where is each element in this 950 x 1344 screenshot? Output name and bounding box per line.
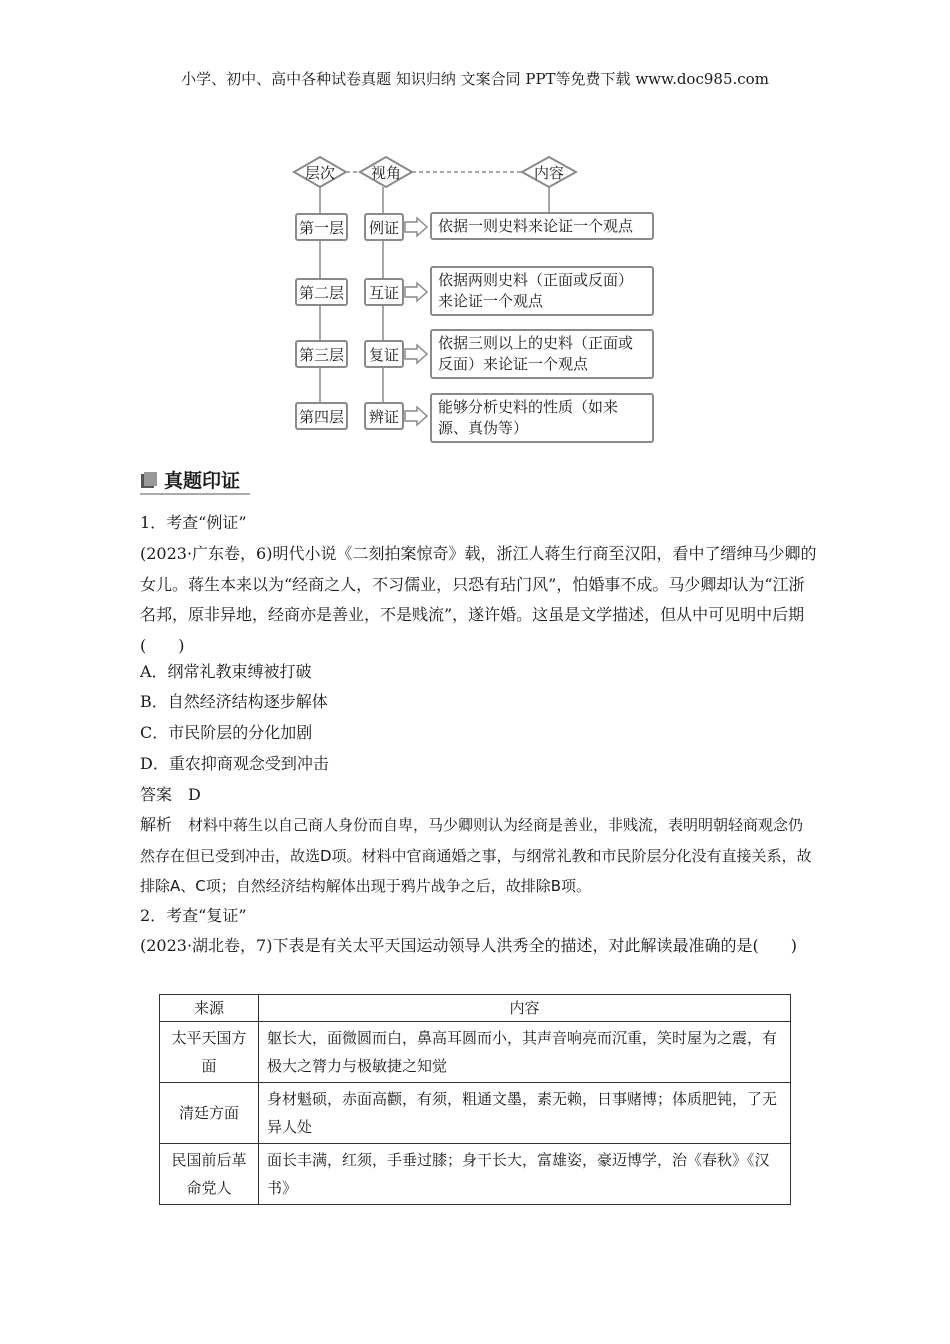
q1-option-a: A．纲常礼教束缚被打破 <box>140 662 312 681</box>
row-source: 清廷方面 <box>160 1083 259 1144</box>
answer-value: D <box>188 785 201 804</box>
content-2-box: 依据两则史料（正面或反面）来论证一个观点 <box>430 266 654 316</box>
table-header-content: 内容 <box>259 995 791 1022</box>
view-2-box: 互证 <box>364 278 404 306</box>
section-title: 真题印证 <box>164 470 241 492</box>
level-4-box: 第四层 <box>295 402 348 430</box>
section-underline <box>140 493 250 495</box>
level-1-box: 第一层 <box>295 213 348 241</box>
diagram-header-level: 层次 <box>304 164 335 182</box>
row-content: 面长丰满，红须，手垂过膝；身干长大，富雄姿，豪迈博学，治《春秋》《汉书》 <box>259 1144 791 1205</box>
content-4-box: 能够分析史料的性质（如来源、真伪等） <box>430 393 654 443</box>
content-1-box: 依据一则史料来论证一个观点 <box>430 212 654 240</box>
table-row <box>160 1022 791 1083</box>
q1-heading: 1．考查“例证” <box>140 513 247 532</box>
q2-table <box>159 994 791 1205</box>
answer-label: 答案 <box>140 785 173 804</box>
diagram-header-content: 内容 <box>533 164 564 182</box>
table-header-source: 来源 <box>160 995 259 1022</box>
content-3-box: 依据三则以上的史料（正面或反面）来论证一个观点 <box>430 329 654 379</box>
q1-option-c: C．市民阶层的分化加剧 <box>140 723 313 742</box>
level-3-box: 第三层 <box>295 340 348 368</box>
q1-option-d: D．重农抑商观念受到冲击 <box>140 754 329 773</box>
analysis-label: 解析 <box>140 815 173 834</box>
evidence-levels-diagram <box>0 0 950 460</box>
row-source: 太平天国方面 <box>160 1022 259 1083</box>
q2-stem: (2023·湖北卷，7)下表是有关太平天国运动领导人洪秀全的描述，对此解读最准确的是( ) <box>140 936 797 955</box>
document-icon <box>140 471 158 489</box>
view-3-box: 复证 <box>364 340 404 368</box>
view-1-box: 例证 <box>364 213 404 241</box>
analysis-text: 材料中蒋生以自己商人身份而自卑，马少卿则认为经商是善业，非贱流，表明明朝轻商观念仍然存在但已受到冲击，故选D项。材料中官商通婚之事，与纲常礼教和市民阶层分化没有直接关系，故排除A、C项；自然经济结构解体出现于鸦片战争之后，故排除B项。 <box>140 816 812 895</box>
q1-analysis <box>140 810 816 902</box>
level-2-box: 第二层 <box>295 278 348 306</box>
table-row <box>160 1144 791 1205</box>
q1-stem: (2023·广东卷，6)明代小说《二刻拍案惊奇》载，浙江人蒋生行商至汉阳，看中了缙绅马少卿的女儿。蒋生本来以为“经商之人，不习儒业，只恐有玷门风”，怕婚事不成。马少卿却认为“江浙名邦，原非异地，经商亦是善业，不是贱流”，遂许婚。这虽是文学描述，但从中可见明中后期( ) <box>140 544 817 655</box>
q1-answer-line <box>140 780 820 811</box>
section-heading <box>140 466 240 493</box>
q1-option-b: B．自然经济结构逐步解体 <box>140 692 328 711</box>
row-content: 躯长大，面微圆而白，鼻高耳圆而小，其声音响亮而沉重，笑时屋为之震，有极大之膂力与极敏捷之知觉 <box>259 1022 791 1083</box>
row-source: 民国前后革命党人 <box>160 1144 259 1205</box>
page-header: 小学、初中、高中各种试卷真题 知识归纳 文案合同 PPT等免费下载 www.doc985.com <box>181 70 769 88</box>
view-4-box: 辨证 <box>364 402 404 430</box>
row-content: 身材魁硕，赤面高颧，有须，粗通文墨，素无赖，日事赌博；体质肥钝，了无异人处 <box>259 1083 791 1144</box>
diagram-header-view: 视角 <box>370 164 401 182</box>
q2-heading: 2．考查“复证” <box>140 906 247 925</box>
table-row <box>160 1083 791 1144</box>
